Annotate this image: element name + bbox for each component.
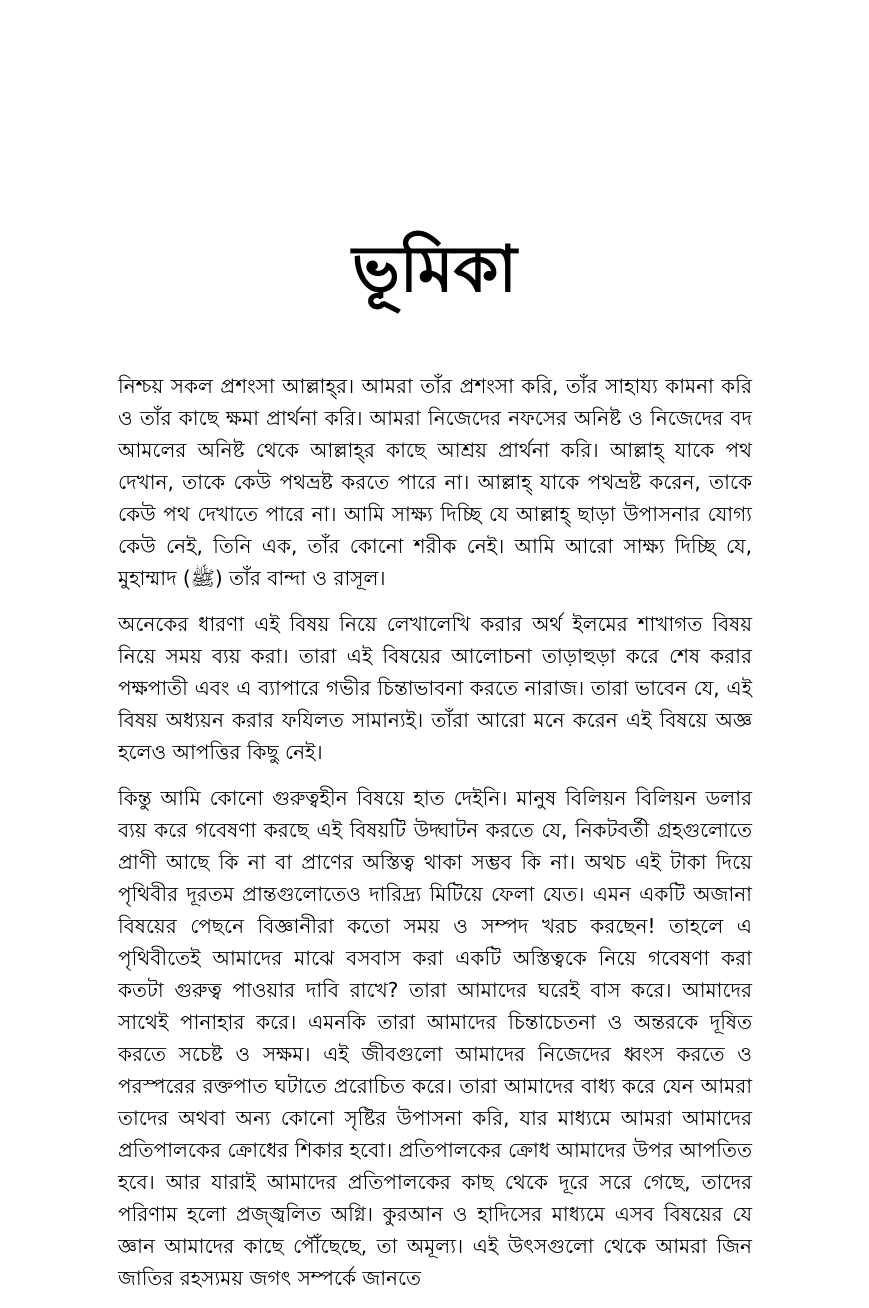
paragraph-1: নিশ্চয় সকল প্রশংসা আল্লাহ্‌র। আমরা তাঁর প্রশংসা করি, তাঁর সাহায্য কামনা করি ও তাঁর কাছে ক্ষমা প্রার্থনা করি। আমরা নিজেদের নফসের অনিষ্ট ও নিজেদের বদ আমলের অনিষ্ট থেকে আল্লাহ্‌র কাছে আশ্রয় প্রার্থনা করি। আল্লাহ্‌ যাকে পথ দেখান, তাকে কেউ পথভ্রষ্ট করতে পারে না। আল্লাহ্‌ যাকে পথভ্রষ্ট করেন, তাকে কেউ পথ দেখাতে পারে না। আমি সাক্ষ্য দিচ্ছি যে আল্লাহ্‌ ছাড়া উপাসনার যোগ্য কেউ নেই, তিনি এক, তাঁর কোনো শরীক নেই। আমি আরো সাক্ষ্য দিচ্ছি যে, মুহাম্মাদ (ﷺ) তাঁর বান্দা ও রাসূল। (118, 374, 752, 590)
paragraph-2: অনেকের ধারণা এই বিষয় নিয়ে লেখালেখি করার অর্থ ইলমের শাখাগত বিষয় নিয়ে সময় ব্যয় করা। তারা এই বিষয়ের আলোচনা তাড়াহুড়া করে শেষ করার পক্ষপাতী এবং এ ব্যাপারে গভীর চিন্তাভাবনা করতে নারাজ। তারা ভাবেন যে, এই বিষয় অধ্যয়ন করার ফযিলত সামান্যই। তাঁরা আরো মনে করেন এই বিষয়ে অজ্ঞ হলেও আপত্তির কিছু নেই। (118, 612, 752, 764)
page-title: ভূমিকা (352, 233, 517, 307)
body-text (118, 370, 752, 1308)
paragraph-3: কিন্তু আমি কোনো গুরুত্বহীন বিষয়ে হাত দেইনি। মানুষ বিলিয়ন বিলিয়ন ডলার ব্যয় করে গবেষণা করছে এই বিষয়টি উদ্ঘাটন করতে যে, নিকটবর্তী গ্রহগুলোতে প্রাণী আছে কি না বা প্রাণের অস্তিত্ব থাকা সম্ভব কি না। অথচ এই টাকা দিয়ে পৃথিবীর দূরতম প্রান্তগুলোতেও দারিদ্র্য মিটিয়ে ফেলা যেত। এমন একটি অজানা বিষয়ের পেছনে বিজ্ঞানীরা কতো সময় ও সম্পদ খরচ করছেন! তাহলে এ পৃথিবীতেই আমাদের মাঝে বসবাস করা একটি অস্তিত্বকে নিয়ে গবেষণা করা কতটা গুরুত্ব পাওয়ার দাবি রাখে? তারা আমাদের ঘরেই বাস করে। আমাদের সাথেই পানাহার করে। এমনকি তারা আমাদের চিন্তাচেতনা ও অন্তরকে দূষিত করতে সচেষ্ট ও সক্ষম। এই জীবগুলো আমাদের নিজেদের ধ্বংস করতে ও পরস্পরের রক্তপাত ঘটাতে প্ররোচিত করে। তারা আমাদের বাধ্য করে যেন আমরা তাদের অথবা অন্য কোনো সৃষ্টির উপাসনা করি, যার মাধ্যমে আমরা আমাদের প্রতিপালকের ক্রোধের শিকার হবো। প্রতিপালকের ক্রোধ আমাদের উপর আপতিত হবে। আর যারাই আমাদের প্রতিপালকের কাছ থেকে দূরে সরে গেছে, তাদের পরিণাম হলো প্রজ্জ্বলিত অগ্নি। কুরআন ও হাদিসের মাধ্যমে এসব বিষয়ের যে জ্ঞান আমাদের কাছে পৌঁছেছে, তা অমূল্য। এই উৎসগুলো থেকে আমরা জিন জাতির রহস্যময় জগৎ সম্পর্কে জানতে (118, 786, 752, 1290)
